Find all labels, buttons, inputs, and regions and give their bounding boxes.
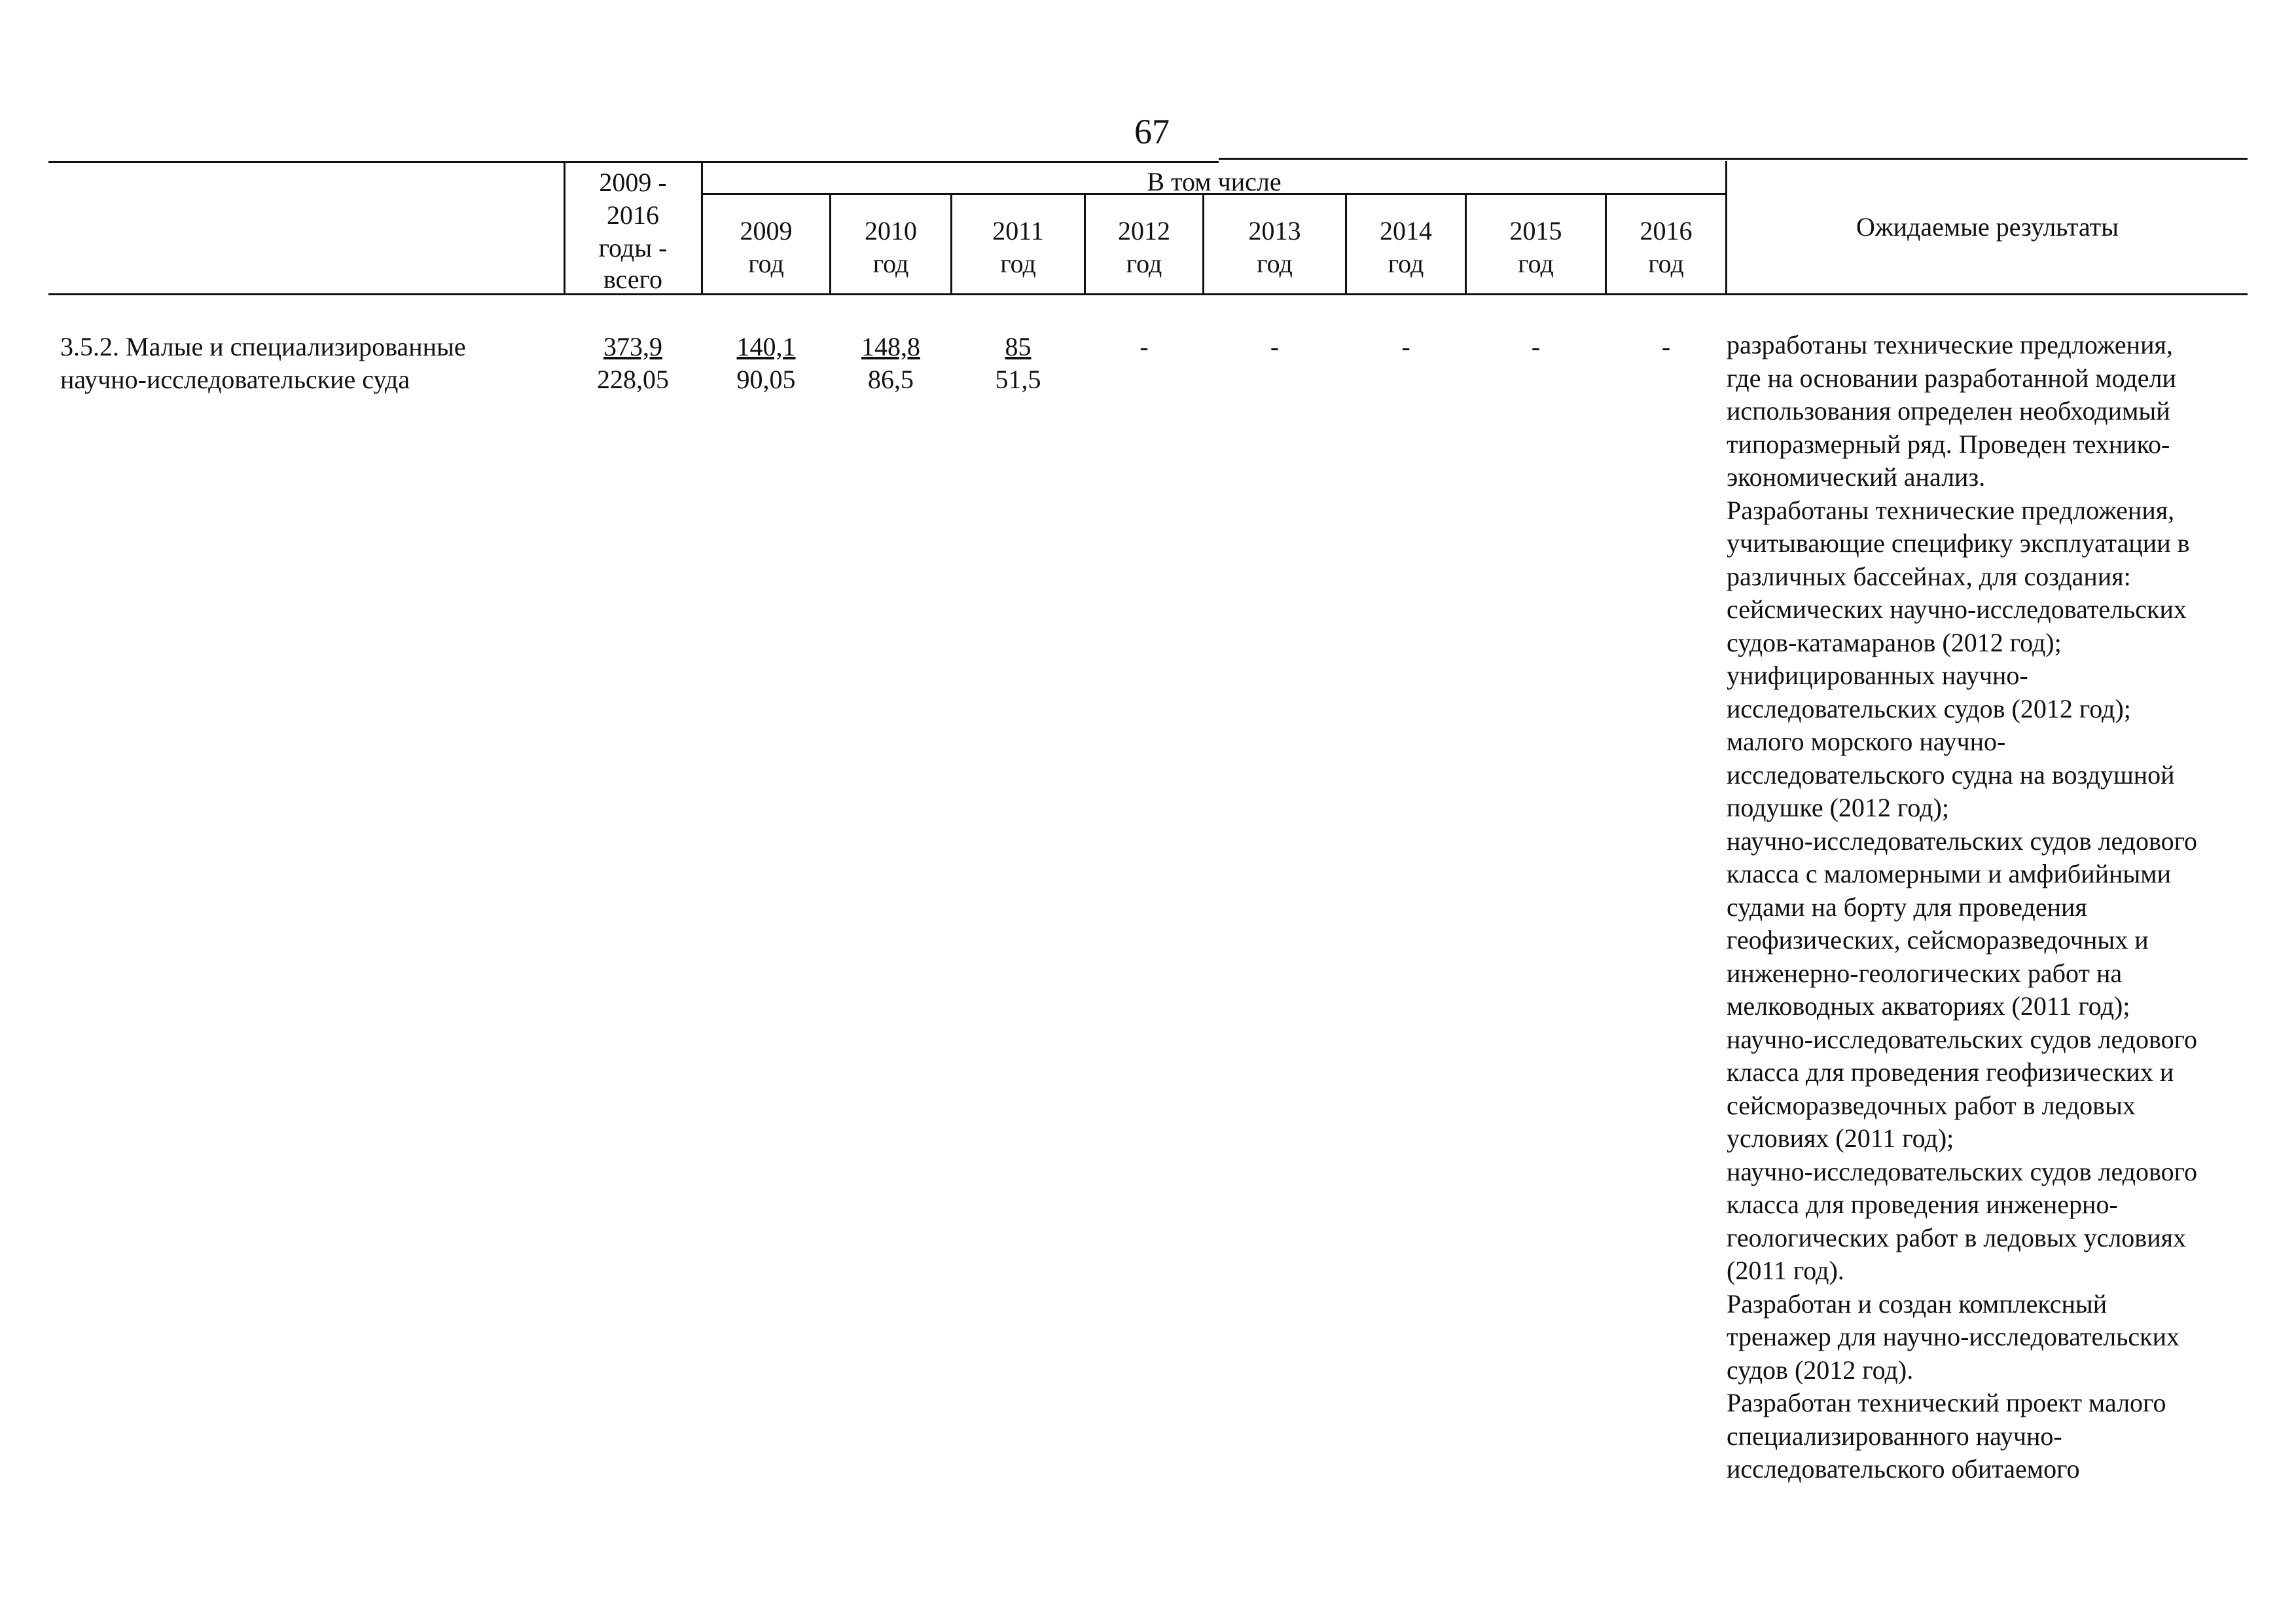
header-results-label: Ожидаемые результаты	[1856, 212, 2119, 242]
results-line: учитывающие специфику эксплуатации в	[1727, 528, 2190, 558]
results-line: геологических работ в ледовых условиях	[1727, 1222, 2186, 1252]
header-year-2015-unit: год	[1518, 249, 1554, 278]
row-value-2014	[1347, 331, 1465, 363]
results-line: инженерно-геологических работ на	[1727, 958, 2123, 988]
table-top-border	[48, 161, 1219, 163]
header-year-2011-year: 2011	[992, 216, 1044, 246]
results-line: сейсморазведочных работ в ледовых	[1727, 1090, 2136, 1120]
row-value-2010-bottom: 86,5	[868, 365, 914, 394]
row-results-text	[1727, 329, 2244, 1486]
row-value-2009-top: 140,1	[736, 332, 796, 361]
row-value-2010-top: 148,8	[861, 332, 920, 361]
row-value-2014-top: -	[1401, 332, 1410, 361]
row-value-2010	[831, 331, 950, 396]
results-line: научно-исследовательских судов ледового	[1727, 826, 2198, 856]
row-value-2015	[1467, 331, 1605, 363]
header-year-2010-year: 2010	[865, 216, 917, 246]
header-year-2013-year: 2013	[1248, 216, 1301, 246]
header-year-2016-unit: год	[1648, 249, 1684, 278]
header-total-line-4: всего	[603, 264, 663, 294]
row-title-line-1: 3.5.2. Малые и специализированные	[60, 332, 466, 361]
row-value-2011-top: 85	[1005, 332, 1031, 361]
header-year-2009-unit: год	[748, 249, 784, 278]
results-line: типоразмерный ряд. Проведен технико-	[1727, 429, 2170, 459]
page-number: 67	[1134, 112, 1170, 151]
results-line: исследовательского судна на воздушной	[1727, 759, 2175, 790]
header-total-line-3: годы -	[598, 233, 668, 263]
results-line: экономический анализ.	[1727, 462, 1986, 492]
results-line: малого морского научно-	[1727, 727, 2006, 756]
results-line: Разработан технический проект малого	[1727, 1388, 2166, 1417]
results-line: различных бассейнах, для создания:	[1727, 561, 2131, 591]
header-year-2010-unit: год	[872, 249, 909, 278]
results-line: геофизических, сейсморазведочных и	[1727, 925, 2149, 955]
results-line: сейсмических научно-исследовательских	[1727, 594, 2187, 624]
results-line: класса с маломерными и амфибийными	[1727, 859, 2172, 888]
header-year-2014-year: 2014	[1380, 216, 1432, 246]
header-year-2012	[1086, 215, 1202, 280]
header-total-line-1: 2009 -	[599, 168, 667, 197]
row-value-2012	[1086, 331, 1202, 363]
row-value-2012-top: -	[1139, 332, 1149, 361]
header-year-2016	[1607, 215, 1725, 280]
row-total-bottom: 228,05	[597, 365, 669, 394]
header-group-label: В том числе	[1147, 167, 1282, 196]
header-year-2014	[1347, 215, 1465, 280]
row-title-line-2: научно-исследовательские суда	[60, 365, 410, 394]
header-bottom-border	[48, 293, 2248, 295]
results-line: использования определен необходимый	[1727, 396, 2170, 426]
results-line: условиях (2011 год);	[1727, 1123, 1954, 1153]
row-title	[60, 331, 531, 396]
results-line: исследовательского обитаемого	[1727, 1454, 2080, 1484]
results-line: унифицированных научно-	[1727, 661, 2028, 690]
results-line: класса для проведения геофизических и	[1727, 1057, 2174, 1087]
results-line: судами на борту для проведения	[1727, 892, 2087, 922]
results-line: класса для проведения инженерно-	[1727, 1190, 2118, 1219]
header-year-2015	[1467, 215, 1605, 280]
header-year-2011	[952, 215, 1084, 280]
results-line: разработаны технические предложения,	[1727, 330, 2173, 359]
row-value-2009	[703, 331, 829, 396]
row-value-2016-top: -	[1661, 332, 1671, 361]
header-year-2009-year: 2009	[740, 216, 793, 246]
header-year-2015-year: 2015	[1509, 216, 1562, 246]
row-value-2016	[1607, 331, 1725, 363]
row-value-2011-bottom: 51,5	[995, 365, 1041, 394]
results-line: научно-исследовательских судов ледового	[1727, 1156, 2198, 1186]
header-year-2011-unit: год	[1000, 249, 1036, 278]
results-line: исследовательских судов (2012 год);	[1727, 693, 2131, 723]
results-line: судов (2012 год).	[1727, 1355, 1914, 1385]
header-year-2012-unit: год	[1126, 249, 1162, 278]
results-line: специализированного научно-	[1727, 1421, 2062, 1451]
header-year-2013	[1204, 215, 1345, 280]
row-total-top: 373,9	[603, 332, 662, 361]
row-total	[565, 331, 700, 396]
header-year-2013-unit: год	[1257, 249, 1293, 278]
results-line: судов-катамаранов (2012 год);	[1727, 627, 2062, 657]
header-year-2016-year: 2016	[1640, 216, 1693, 246]
results-line: (2011 год).	[1727, 1256, 1844, 1285]
row-value-2015-top: -	[1531, 332, 1541, 361]
results-line: Разработан и создан комплексный	[1727, 1288, 2108, 1319]
results-line: подушке (2012 год);	[1727, 793, 1949, 822]
table-top-border-right	[1219, 158, 2248, 160]
results-line: где на основании разработанной модели	[1727, 363, 2176, 393]
row-value-2011	[952, 331, 1084, 396]
results-line: тренажер для научно-исследовательских	[1727, 1322, 2179, 1351]
row-value-2013	[1204, 331, 1345, 363]
header-year-2009	[703, 215, 829, 280]
row-value-2013-top: -	[1270, 332, 1280, 361]
header-year-2014-unit: год	[1388, 249, 1424, 278]
results-line: Разработаны технические предложения,	[1727, 495, 2175, 525]
header-year-2012-year: 2012	[1118, 216, 1170, 246]
row-value-2009-bottom: 90,05	[736, 365, 796, 394]
header-total-line-2: 2016	[607, 200, 659, 230]
results-line: научно-исследовательских судов ледового	[1727, 1024, 2198, 1054]
results-line: мелководных акваториях (2011 год);	[1727, 991, 2130, 1021]
header-year-2010	[831, 215, 950, 280]
